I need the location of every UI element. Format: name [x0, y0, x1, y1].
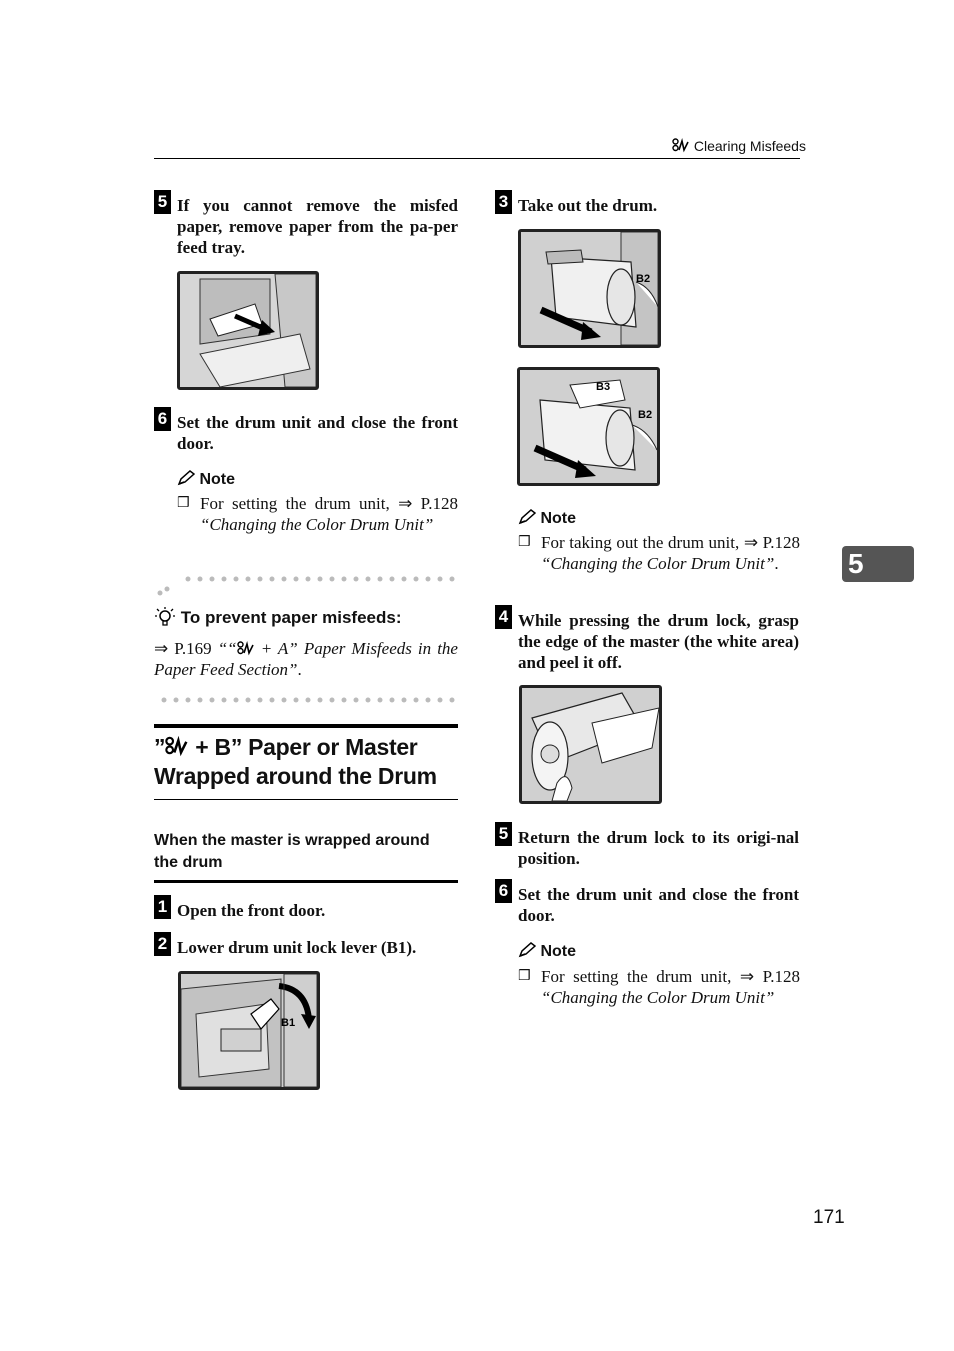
figure-take-out-drum-2 [517, 367, 660, 486]
pencil-icon [177, 470, 195, 486]
step-2 [154, 932, 458, 958]
figure-label-b3: B3 [596, 381, 611, 393]
figure-paper-feed-tray [177, 271, 319, 390]
misfeed-icon [165, 735, 189, 756]
right-column [495, 0, 799, 1351]
step-5-left [154, 190, 458, 258]
step-4 [495, 605, 799, 673]
step-text: Return the drum lock to its origi-nal position. [518, 828, 799, 868]
section-title: ” + B” Paper or Master Wrapped around the Drum [154, 734, 437, 789]
note-body: ❒ For setting the drum unit, ⇒ P.128 “Changing the Color Drum Unit” [518, 967, 800, 1007]
step-3 [495, 190, 799, 216]
figure-label-b1: B1 [281, 1017, 296, 1029]
step-text: If you cannot remove the misfed paper, remove paper from the pa-per feed tray. [177, 196, 458, 257]
figure-lock-lever-b1 [178, 971, 320, 1090]
step-6-left [154, 407, 458, 454]
step-1 [154, 895, 458, 921]
header-title: Clearing Misfeeds [693, 138, 806, 154]
note-body: ❒ For setting the drum unit, ⇒ P.128 “Changing the Color Drum Unit” [177, 494, 458, 534]
misfeed-icon [237, 640, 255, 655]
section-rule-top [154, 724, 458, 728]
step-number: 5 [154, 190, 171, 214]
note-heading: Note [518, 509, 576, 528]
dotted-divider [184, 575, 458, 583]
step-number: 3 [495, 190, 512, 214]
step-text: While pressing the drum lock, grasp the edge of the master (the white area) and peel it off. [518, 611, 799, 672]
note-body: ❒ For taking out the drum unit, ⇒ P.128 “Changing the Color Drum Unit”. [518, 533, 800, 573]
step-text: Set the drum unit and close the front door. [518, 885, 799, 925]
prevent-text: ⇒ P.169 ““ + A” Paper Misfeeds in the Paper Feed Section”. [154, 639, 458, 679]
step-number: 5 [495, 822, 512, 846]
left-column [154, 0, 458, 1351]
figure-label-b2: B2 [636, 273, 651, 285]
subsection-rule [154, 880, 458, 883]
step-number: 2 [154, 932, 171, 956]
step-text: Take out the drum. [518, 196, 658, 215]
step-6-right [495, 879, 799, 926]
chapter-tab: 5 [842, 546, 914, 582]
lightbulb-icon [154, 606, 176, 626]
dotted-divider [160, 696, 458, 704]
step-5-right [495, 822, 799, 869]
pencil-icon [518, 942, 536, 958]
step-number: 6 [154, 407, 171, 431]
figure-label-b2: B2 [638, 409, 653, 421]
note-heading: Note [518, 942, 576, 961]
step-text: Lower drum unit lock lever (B1). [177, 938, 417, 957]
subsection-title: When the master is wrapped around the drum [154, 832, 430, 871]
section-rule-bottom [154, 799, 458, 800]
step-number: 1 [154, 895, 171, 919]
step-number: 6 [495, 879, 512, 903]
step-number: 4 [495, 605, 512, 629]
figure-peel-master [519, 685, 662, 804]
note-heading: Note [177, 470, 235, 489]
pencil-icon [518, 509, 536, 525]
dotted-corner [156, 583, 170, 593]
checkbox-bullet: ❒ [518, 534, 531, 550]
checkbox-bullet: ❒ [518, 968, 531, 984]
page-number: 171 [813, 1207, 845, 1228]
step-text: Open the front door. [177, 901, 326, 920]
figure-take-out-drum-1 [518, 229, 661, 348]
checkbox-bullet: ❒ [177, 495, 190, 511]
prevent-heading: To prevent paper misfeeds: [154, 606, 401, 628]
step-text: Set the drum unit and close the front door. [177, 413, 458, 453]
